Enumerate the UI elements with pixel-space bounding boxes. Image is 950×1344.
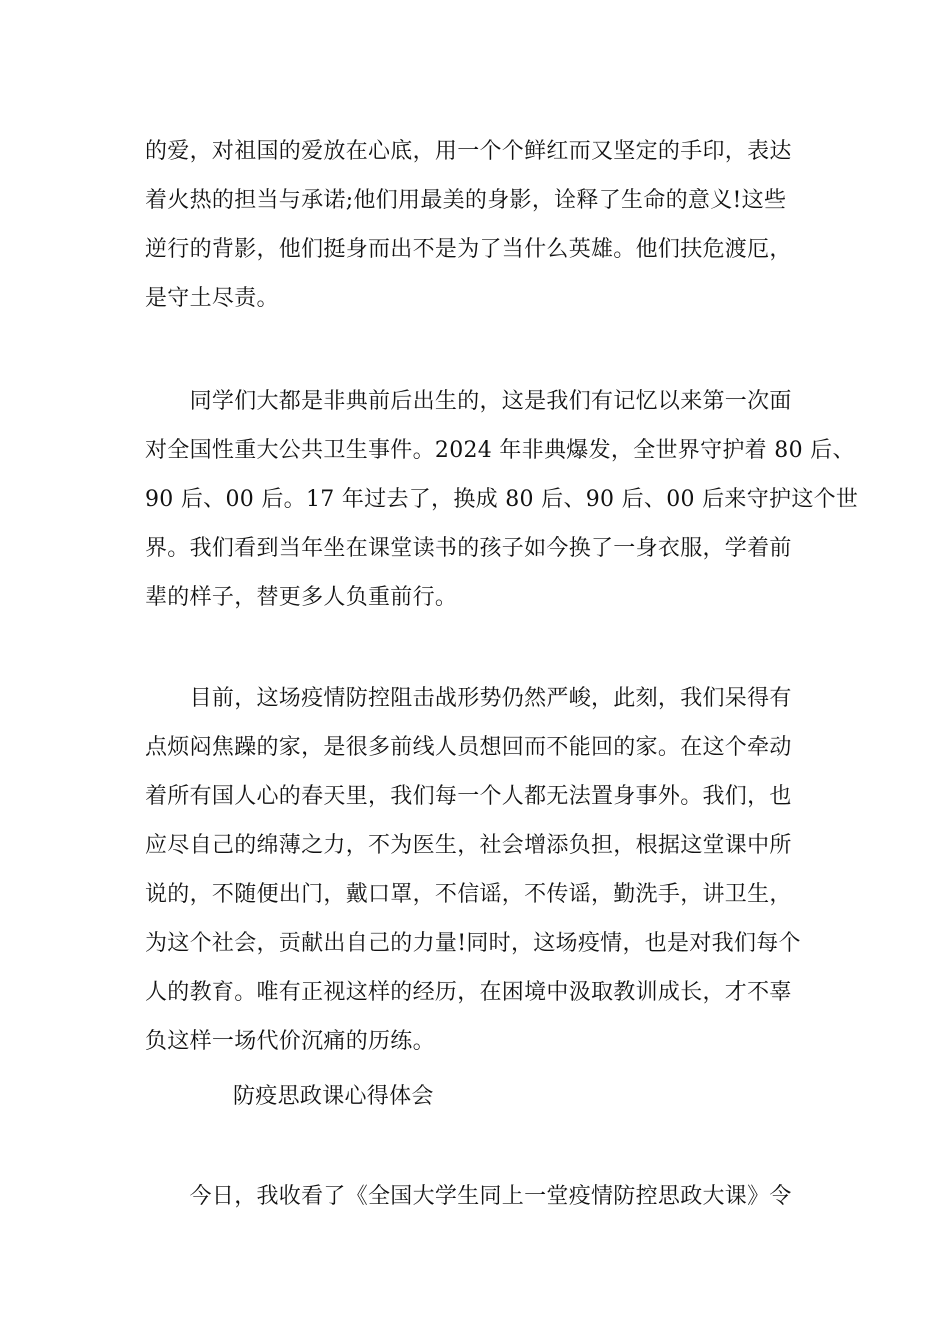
text-line: 为这个社会，贡献出自己的力量!同时，这场疫情，也是对我们每个 [145, 931, 801, 956]
text-line: 辈的样子，替更多人负重前行。 [145, 585, 458, 610]
text-line: 目前，这场疫情防控阻击战形势仍然严峻，此刻，我们呆得有 [145, 686, 792, 711]
text-line: 90 后、00 后。17 年过去了，换成 80 后、90 后、00 后来守护这个世 [145, 487, 859, 512]
text-line: 界。我们看到当年坐在课堂读书的孩子如今换了一身衣服，学着前 [145, 536, 792, 561]
section-heading: 防疫思政课心得体会 [233, 1084, 434, 1109]
text-line: 应尽自己的绵薄之力，不为医生，社会增添负担，根据这堂课中所 [145, 833, 792, 858]
text-line: 同学们大都是非典前后出生的，这是我们有记忆以来第一次面 [145, 389, 792, 414]
text-line: 今日，我收看了《全国大学生同上一堂疫情防控思政大课》令 [145, 1184, 792, 1209]
text-line: 人的教育。唯有正视这样的经历，在困境中汲取教训成长，才不辜 [145, 980, 792, 1005]
text-line: 对全国性重大公共卫生事件。2024 年非典爆发，全世界守护着 80 后、 [145, 438, 855, 463]
paragraph-4 [145, 1172, 815, 1221]
paragraph-1 [145, 127, 815, 323]
paragraph-2 [145, 377, 859, 622]
text-line: 的爱，对祖国的爱放在心底，用一个个鲜红而又坚定的手印，表达 [145, 139, 792, 164]
text-line: 着所有国人心的春天里，我们每一个人都无法置身事外。我们，也 [145, 784, 792, 809]
text-line: 点烦闷焦躁的家，是很多前线人员想回而不能回的家。在这个牵动 [145, 735, 792, 760]
text-line: 着火热的担当与承诺;他们用最美的身影，诠释了生命的意义!这些 [145, 188, 787, 213]
text-line: 是守土尽责。 [145, 286, 279, 311]
text-line: 负这样一场代价沉痛的历练。 [145, 1029, 435, 1054]
paragraph-3 [145, 674, 815, 1066]
text-line: 逆行的背影，他们挺身而出不是为了当什么英雄。他们扶危渡厄， [145, 237, 792, 262]
text-line: 说的，不随便出门，戴口罩，不信谣，不传谣，勤洗手，讲卫生， [145, 882, 792, 907]
